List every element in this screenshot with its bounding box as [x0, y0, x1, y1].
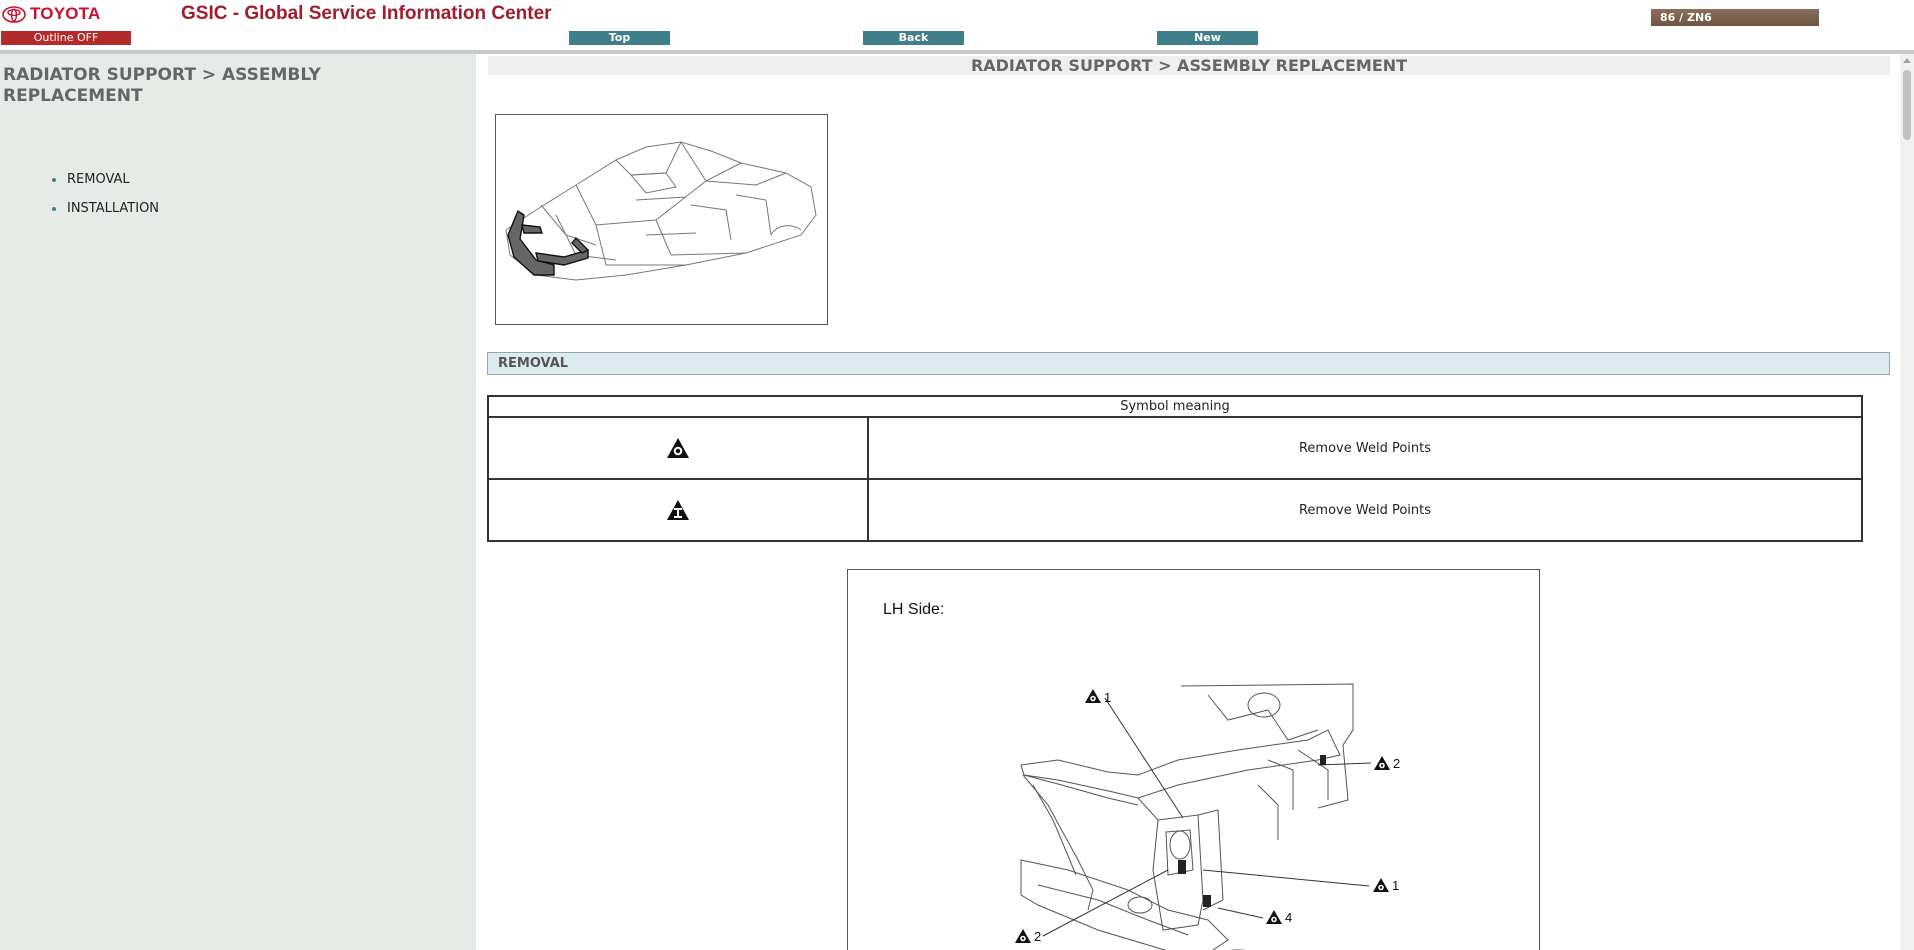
table-header-row — [488, 396, 1862, 417]
callout-number: 1 — [1104, 690, 1112, 705]
main-content — [476, 54, 1900, 950]
callout-number: 4 — [1285, 910, 1293, 925]
back-button[interactable]: Back — [863, 31, 964, 45]
section-heading-removal: REMOVAL — [487, 352, 1890, 375]
scroll-up-arrow-icon[interactable] — [1903, 58, 1911, 63]
app-title: GSIC - Global Service Information Center — [181, 3, 552, 24]
meaning-cell: Remove Weld Points — [868, 479, 1862, 541]
car-body-illustration-icon — [496, 115, 827, 324]
lh-side-illustration — [847, 569, 1540, 950]
sidebar-item-removal[interactable]: REMOVAL — [52, 172, 159, 201]
symbol-cell — [488, 479, 868, 541]
table-header: Symbol meaning — [488, 396, 1862, 417]
radiator-support-drawing-icon — [848, 570, 1539, 950]
callout-number: 2 — [1393, 756, 1401, 771]
overview-illustration — [495, 114, 828, 325]
scroll-thumb[interactable] — [1903, 70, 1911, 140]
vehicle-badge: 86 / ZN6 — [1651, 9, 1819, 26]
sidebar-title: RADIATOR SUPPORT > ASSEMBLY REPLACEMENT — [3, 65, 321, 106]
figure-label: LH Side: — [883, 601, 945, 618]
vertical-scrollbar[interactable] — [1900, 54, 1914, 950]
weld-point-circle-icon — [666, 437, 690, 459]
table-row — [488, 479, 1862, 541]
weld-callout-icon — [1085, 689, 1101, 703]
symbol-cell — [488, 417, 868, 479]
callout-number: 2 — [1034, 929, 1042, 944]
toyota-emblem-icon — [2, 6, 26, 23]
outline-list — [52, 172, 159, 230]
top-button[interactable]: Top — [569, 31, 670, 45]
table-row — [488, 417, 1862, 479]
new-button[interactable]: New — [1157, 31, 1258, 45]
symbol-meaning-table — [487, 395, 1863, 542]
outline-toggle-button[interactable]: Outline OFF — [1, 31, 131, 45]
app-header — [0, 0, 1914, 55]
sidebar-item-installation[interactable]: INSTALLATION — [52, 201, 159, 230]
page-title: RADIATOR SUPPORT > ASSEMBLY REPLACEMENT — [488, 56, 1890, 75]
toyota-logo[interactable] — [2, 4, 100, 24]
logo-text: TOYOTA — [30, 4, 101, 23]
weld-point-bolt-icon — [666, 499, 690, 521]
callout-number: 1 — [1392, 878, 1400, 893]
outline-sidebar — [0, 54, 476, 950]
meaning-cell: Remove Weld Points — [868, 417, 1862, 479]
